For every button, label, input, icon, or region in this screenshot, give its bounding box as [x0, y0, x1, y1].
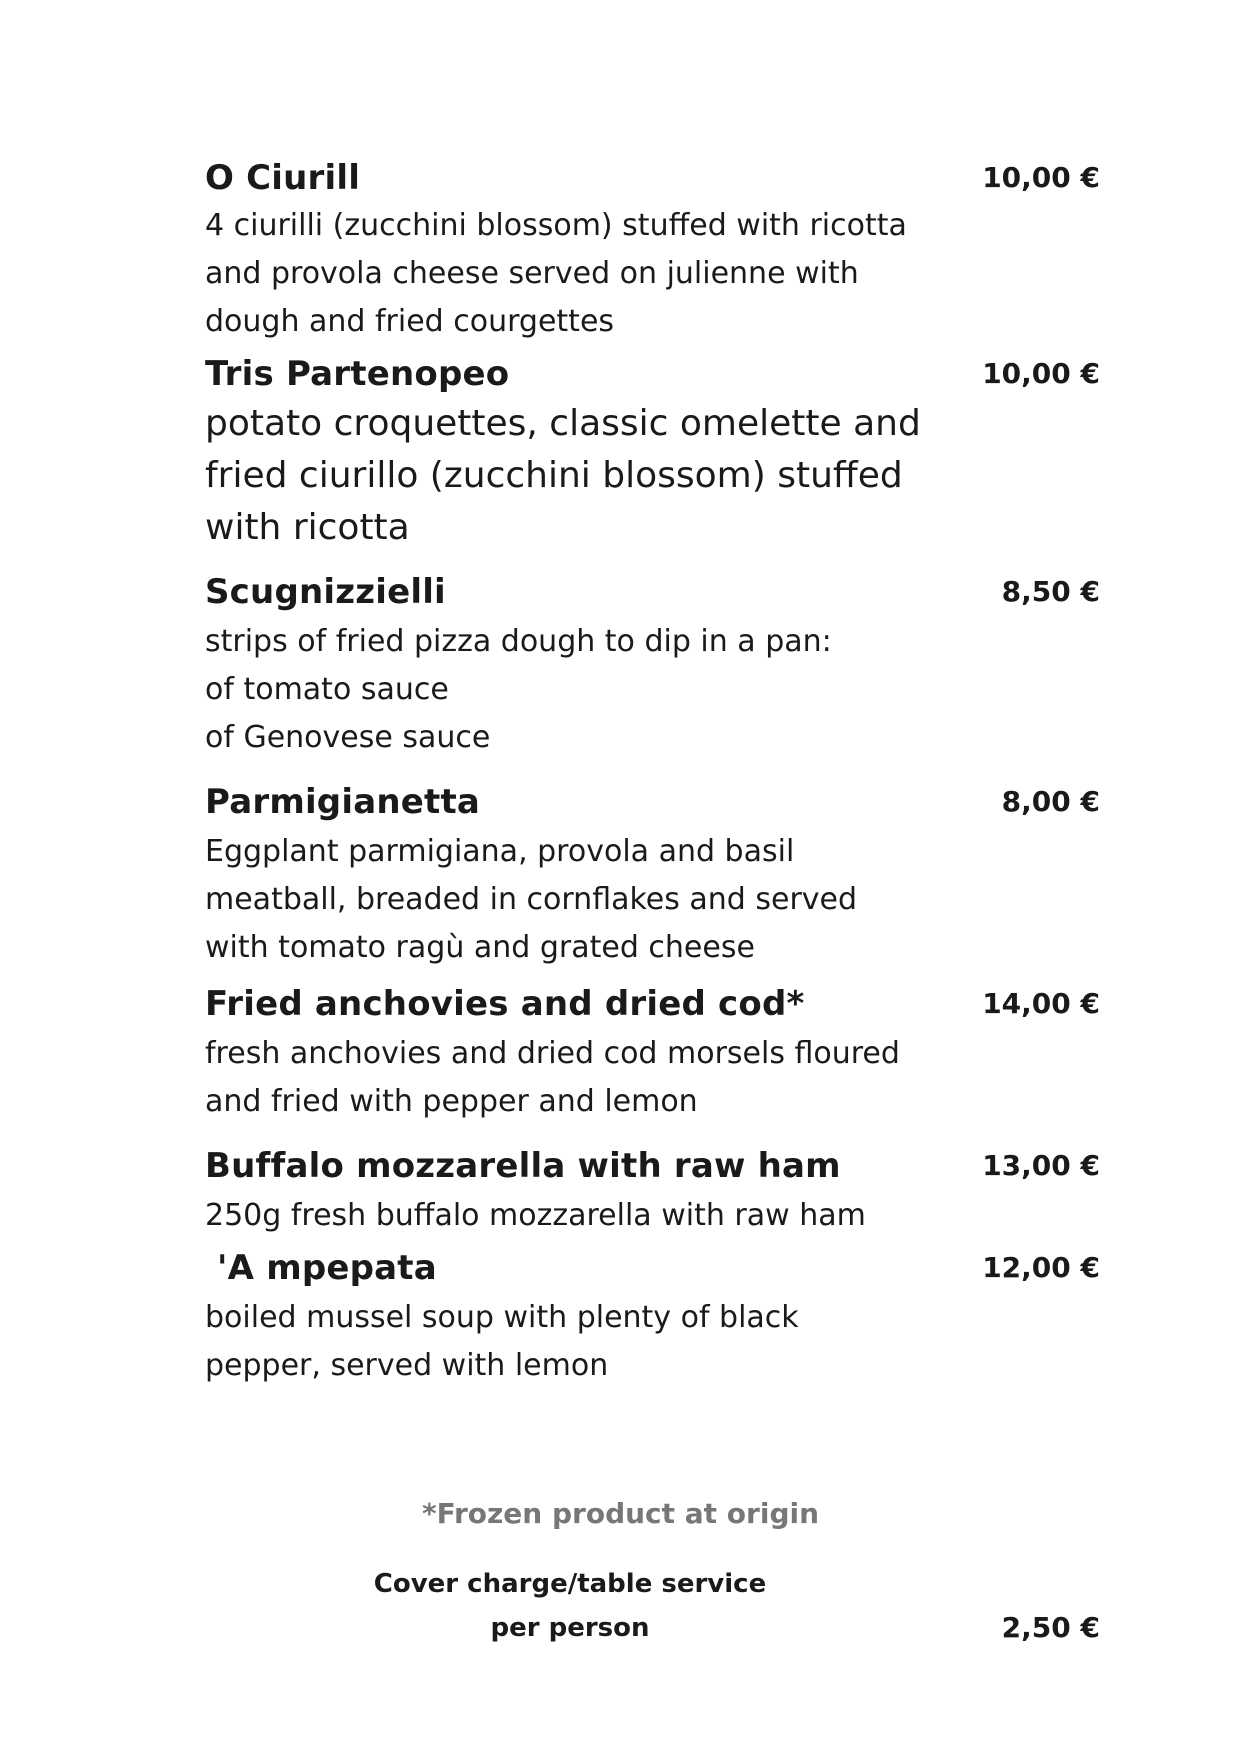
- item-price: 14,00 €: [982, 987, 1100, 1020]
- item-description: [205, 618, 945, 762]
- description-line: potato croquettes, classic omelette and: [205, 403, 921, 444]
- item-price: 8,00 €: [1001, 785, 1100, 818]
- description-line: with ricotta: [205, 507, 410, 548]
- item-title: Fried anchovies and dried cod*: [205, 984, 805, 1024]
- item-description: [205, 1294, 945, 1390]
- description-line: 4 ciurilli (zucchini blossom) stuffed with ricotta: [205, 208, 907, 243]
- item-description: [205, 398, 945, 554]
- item-description: [205, 828, 945, 972]
- item-price: 10,00 €: [982, 357, 1100, 390]
- frozen-product-note: *Frozen product at origin: [421, 1497, 820, 1530]
- item-description: [205, 1192, 945, 1240]
- description-line: and fried with pepper and lemon: [205, 1084, 698, 1119]
- description-line: with tomato ragù and grated cheese: [205, 930, 755, 965]
- item-title: Tris Partenopeo: [205, 354, 510, 394]
- item-description: [205, 202, 945, 346]
- item-title: O Ciurill: [205, 158, 361, 198]
- description-line: fresh anchovies and dried cod morsels floured: [205, 1036, 900, 1071]
- description-line: pepper, served with lemon: [205, 1348, 609, 1383]
- cover-charge-line: Cover charge/table service: [373, 1569, 767, 1599]
- description-line: and provola cheese served on julienne with: [205, 256, 859, 291]
- item-title: Parmigianetta: [205, 782, 481, 822]
- cover-charge-label: [330, 1562, 810, 1650]
- item-description: [205, 1030, 945, 1126]
- item-price: 12,00 €: [982, 1251, 1100, 1284]
- item-price: 10,00 €: [982, 161, 1100, 194]
- description-line: Eggplant parmigiana, provola and basil: [205, 834, 795, 869]
- item-title: Buffalo mozzarella with raw ham: [205, 1146, 841, 1186]
- item-title: Scugnizzielli: [205, 572, 446, 612]
- cover-charge-line: per person: [490, 1613, 650, 1643]
- description-line: of Genovese sauce: [205, 720, 491, 755]
- item-price: 8,50 €: [1001, 575, 1100, 608]
- description-line: dough and fried courgettes: [205, 304, 615, 339]
- description-line: strips of fried pizza dough to dip in a pan:: [205, 624, 832, 659]
- description-line: 250g fresh buffalo mozzarella with raw ham: [205, 1198, 866, 1233]
- item-title: 'A mpepata: [205, 1248, 437, 1288]
- item-price: 13,00 €: [982, 1149, 1100, 1182]
- description-line: fried ciurillo (zucchini blossom) stuffed: [205, 455, 903, 496]
- description-line: meatball, breaded in cornflakes and served: [205, 882, 858, 917]
- cover-charge-price: 2,50 €: [1001, 1611, 1100, 1644]
- description-line: of tomato sauce: [205, 672, 449, 707]
- description-line: boiled mussel soup with plenty of black: [205, 1300, 799, 1335]
